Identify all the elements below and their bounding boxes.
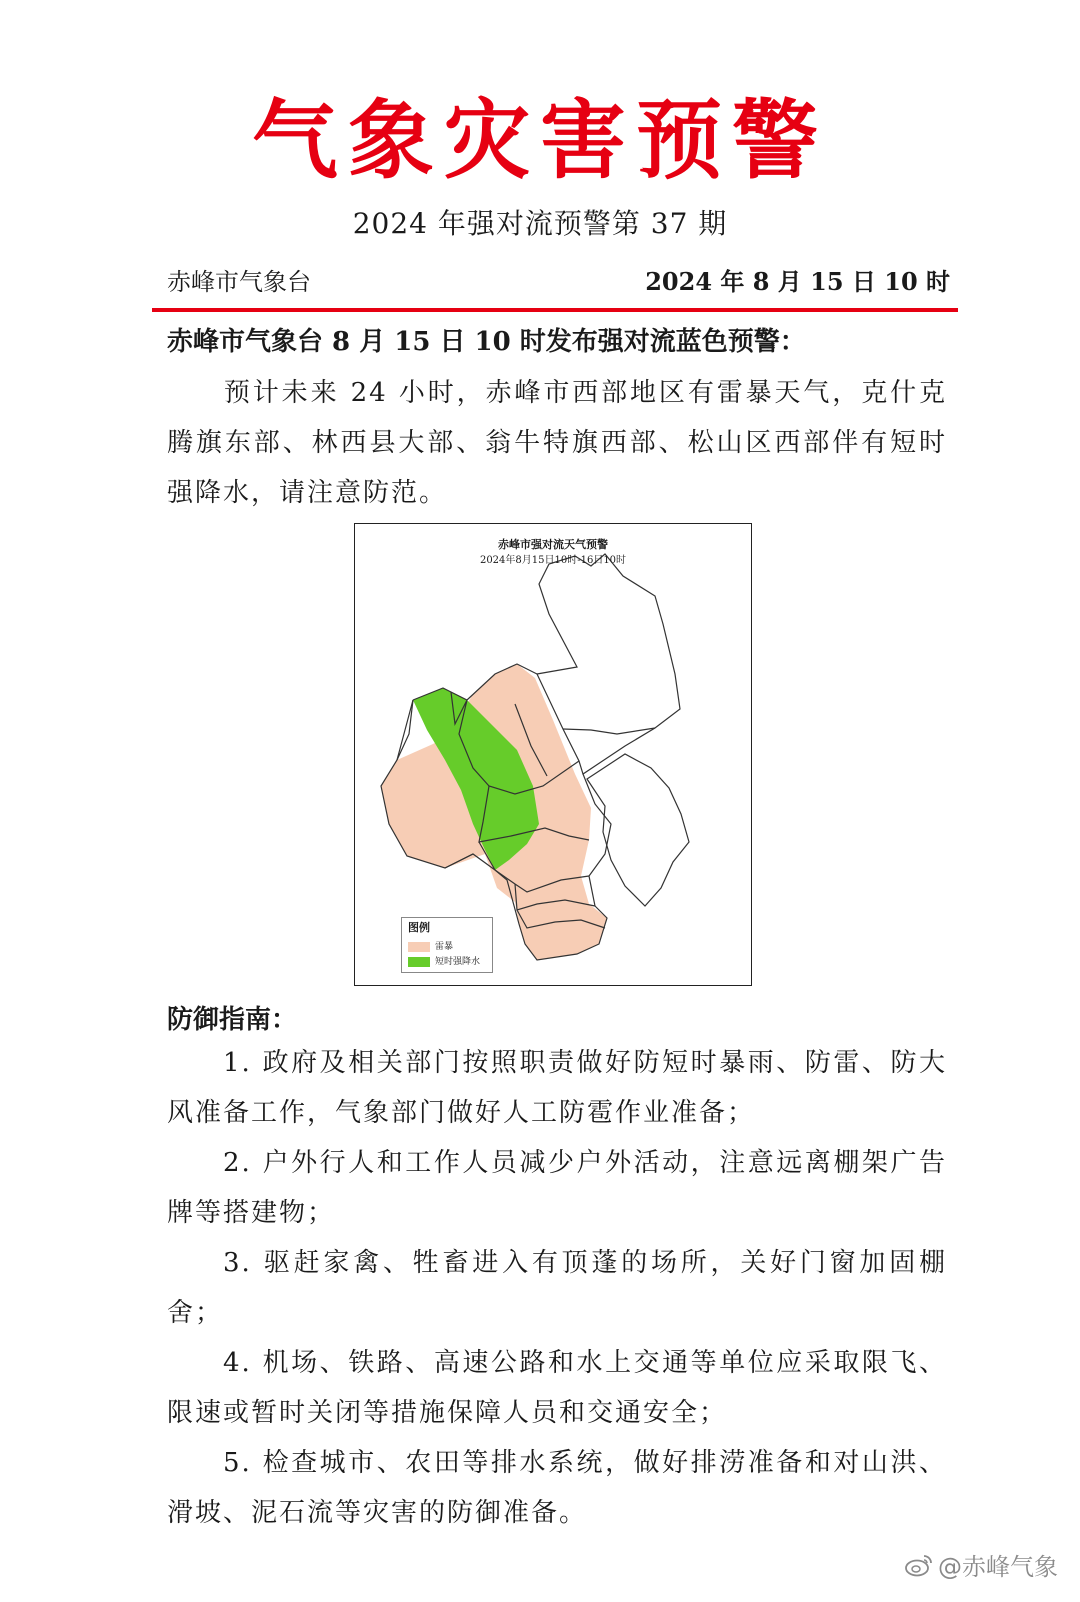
warning-issue-number: 2024 年强对流预警第 37 期 (352, 207, 728, 240)
guide-list (167, 1038, 947, 1538)
guide-heading: 防御指南： (167, 1005, 298, 1035)
legend-item-heavy-rain (408, 956, 480, 968)
heavy-rain-swatch (408, 957, 430, 967)
weibo-watermark (904, 1547, 1058, 1582)
guide-item-3: 3. 驱赶家禽、牲畜进入有顶蓬的场所，关好门窗加固棚舍； (167, 1248, 947, 1328)
issue-time: 2024 年 8 月 15 日 10 时 (645, 267, 950, 296)
weibo-icon (904, 1553, 934, 1577)
county-east (587, 754, 689, 906)
warning-map (354, 523, 752, 986)
guide-item-2: 2. 户外行人和工作人员减少户外活动，注意远离棚架广告牌等搭建物； (167, 1148, 947, 1228)
forecast-text: 预计未来 24 小时，赤峰市西部地区有雷暴天气，克什克腾旗东部、林西县大部、翁牛特旗西部、松山区西部伴有短时强降水，请注意防范。 (167, 378, 947, 508)
forecast-paragraph (167, 368, 947, 518)
legend-label-heavy-rain: 短时强降水 (435, 957, 481, 967)
warning-headline: 赤峰市气象台 8 月 15 日 10 时发布强对流蓝色预警： (167, 327, 806, 357)
header-divider (152, 308, 958, 312)
watermark-text: @赤峰气象 (938, 1553, 1058, 1581)
map-legend (401, 917, 493, 973)
region-map-svg (355, 524, 751, 985)
guide-item-4: 4. 机场、铁路、高速公路和水上交通等单位应采取限飞、限速或暂时关闭等措施保障人员和交通安全； (167, 1348, 947, 1428)
issuing-agency: 赤峰市气象台 (167, 268, 311, 296)
map-title: 赤峰市强对流天气预警 (498, 538, 608, 551)
legend-title: 图例 (408, 921, 430, 934)
legend-item-thunderstorm (408, 941, 453, 953)
guide-item-1: 1. 政府及相关部门按照职责做好防短时暴雨、防雷、防大风准备工作，气象部门做好人工防雹作业准备； (167, 1048, 947, 1128)
map-date-range: 2024年8月15日10时-16日10时 (479, 555, 627, 566)
legend-label-thunderstorm: 雷暴 (435, 942, 454, 952)
guide-item-5: 5. 检查城市、农田等排水系统，做好排涝准备和对山洪、滑坡、泥石流等灾害的防御准备。 (167, 1448, 947, 1528)
warning-title: 气象灾害预警 (252, 90, 828, 191)
thunderstorm-swatch (408, 942, 430, 952)
